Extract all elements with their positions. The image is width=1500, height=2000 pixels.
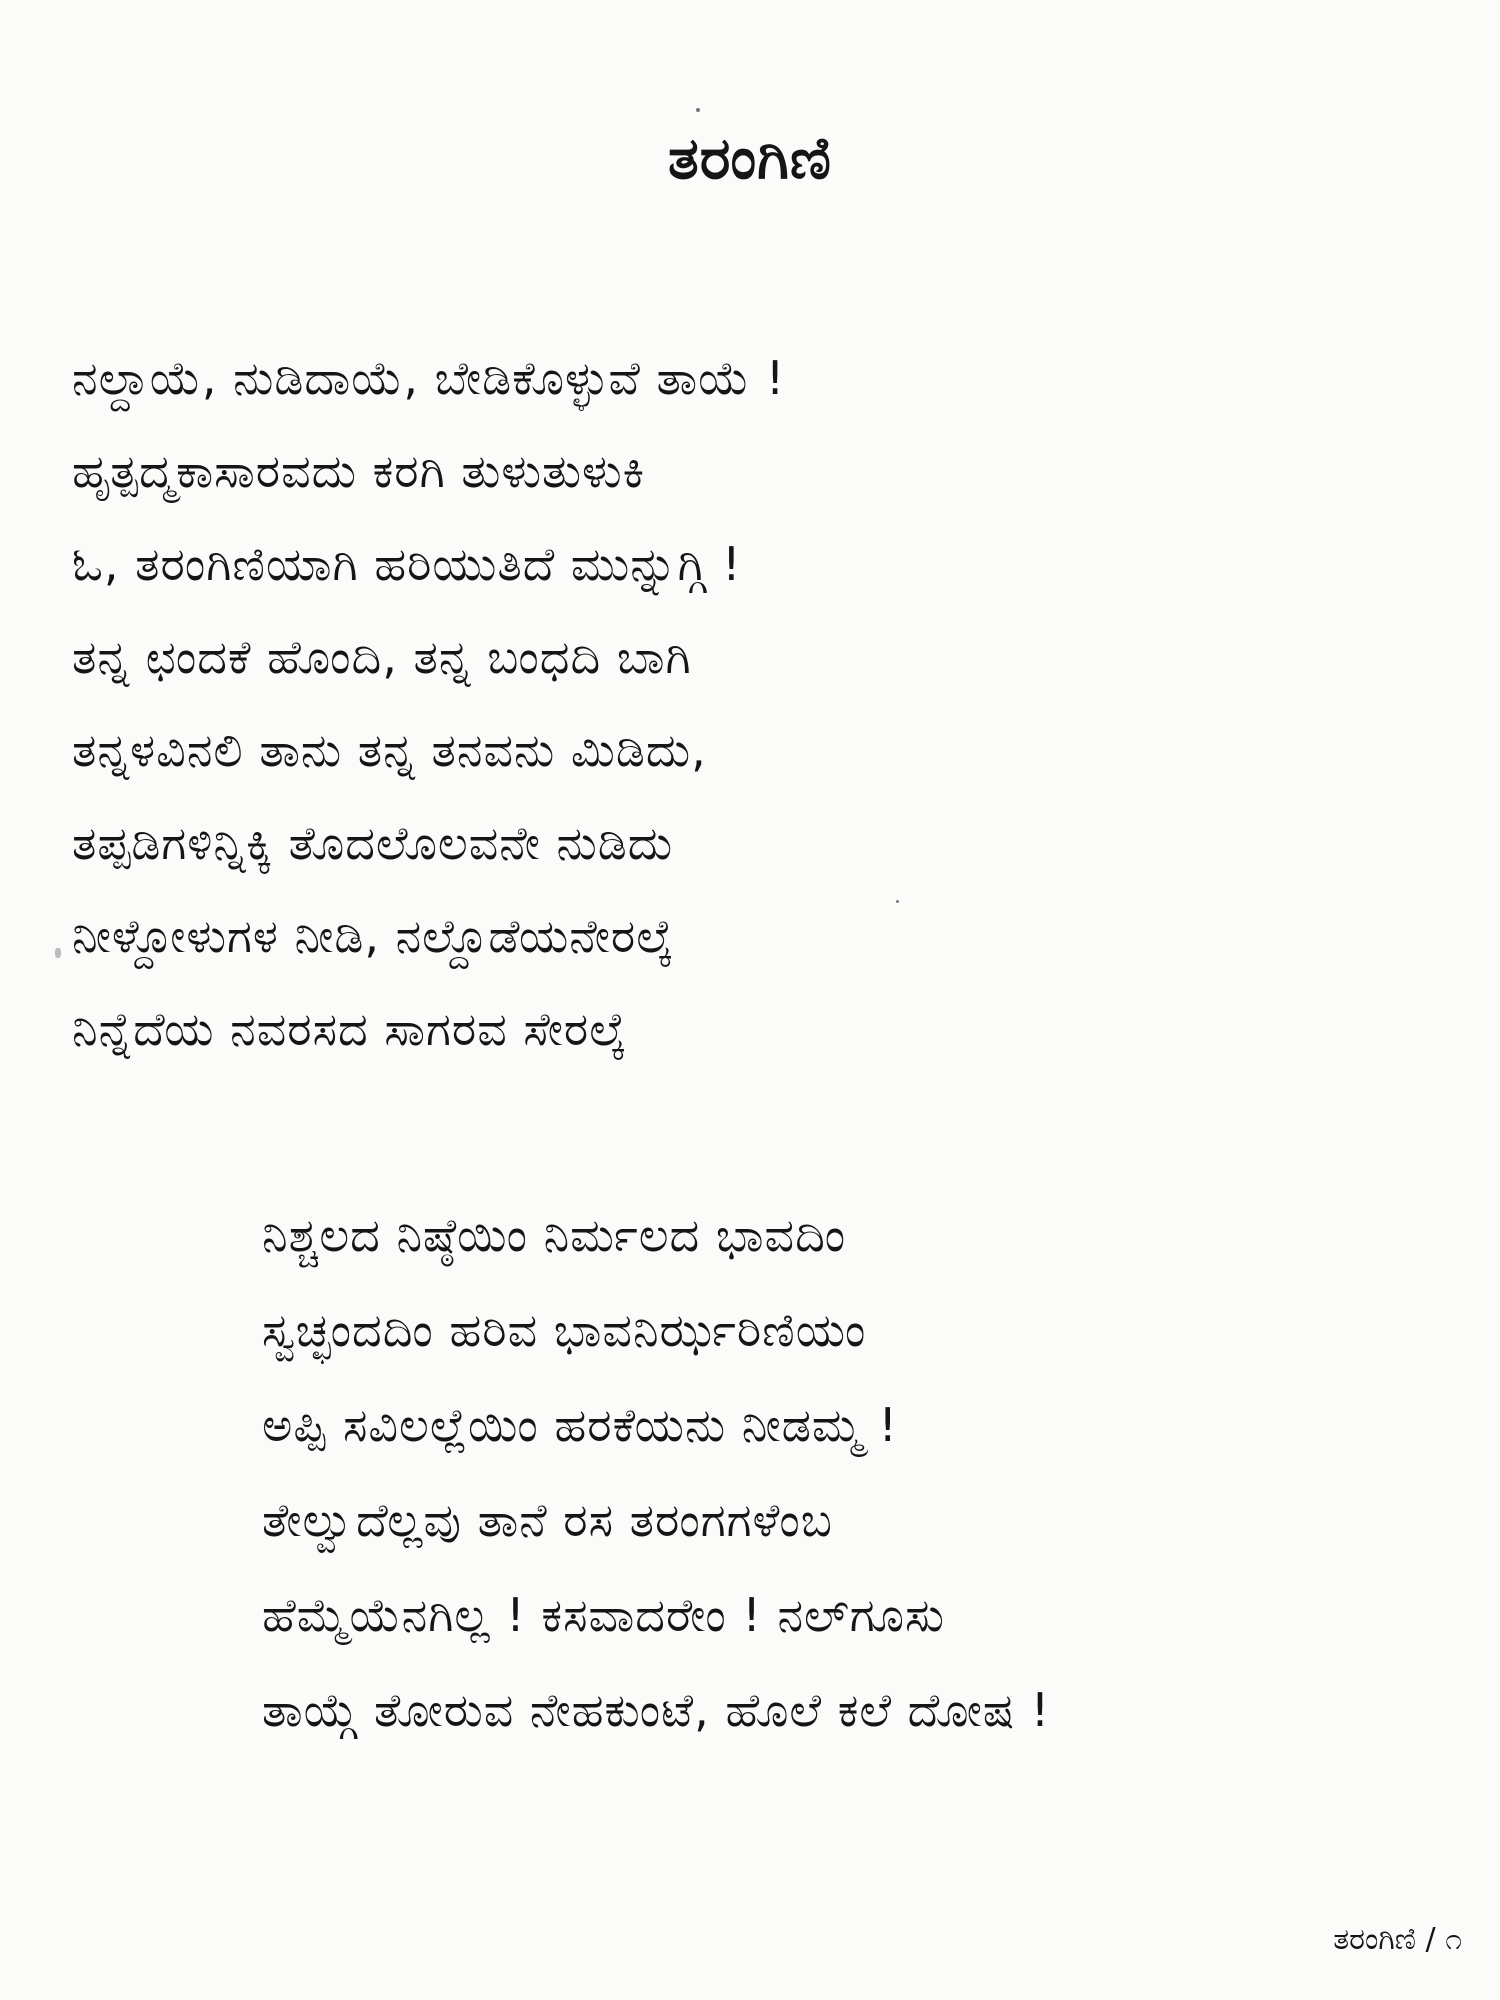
poem-line: ನಿನ್ನೆದೆಯ ನವರಸದ ಸಾಗರವ ಸೇರಲ್ಕೆ	[72, 1002, 627, 1056]
poem-line: ಅಪ್ಪಿ ಸವಿಲಲ್ಲೆಯಿಂ ಹರಕೆಯನು ನೀಡಮ್ಮ !	[262, 1398, 898, 1452]
poem-line: ತನ್ನಳವಿನಲಿ ತಾನು ತನ್ನ ತನವನು ಮಿಡಿದು,	[72, 723, 707, 777]
poem-line: ತಾಯ್ಗೆ ತೋರುವ ನೇಹಕುಂಟೆ, ಹೊಲೆ ಕಲೆ ದೋಷ !	[262, 1683, 1051, 1737]
footer-book-title: ತರಂಗಿಣಿ	[1333, 1922, 1416, 1957]
poem-line: ನೀಳ್ದೋಳುಗಳ ನೀಡಿ, ನಲ್ದೊಡೆಯನೇರಲ್ಕೆ	[72, 909, 674, 963]
poem-line: ಸ್ವಚ್ಛಂದದಿಂ ಹರಿವ ಭಾವನಿರ್ಝರಿಣಿಯಂ	[262, 1303, 867, 1357]
scan-speck	[896, 900, 899, 903]
poem-line: ನಲ್ದಾಯೆ, ನುಡಿದಾಯೆ, ಬೇಡಿಕೊಳ್ಳುವೆ ತಾಯೆ !	[72, 351, 786, 405]
scan-speck	[55, 948, 61, 958]
stanza-1	[72, 332, 785, 1076]
scan-speck	[696, 108, 700, 112]
footer-separator: /	[1425, 1922, 1436, 1957]
page-footer	[1333, 1920, 1462, 1960]
poem-line: ತಪ್ಪಡಿಗಳಿನ್ನಿಕ್ಕಿ ತೊದಲೊಲವನೇ ನುಡಿದು	[72, 816, 674, 870]
page-number: ೧	[1445, 1922, 1462, 1957]
poem-line: ಓ, ತರಂಗಿಣಿಯಾಗಿ ಹರಿಯುತಿದೆ ಮುನ್ನುಗ್ಗಿ !	[72, 537, 742, 591]
poem-line: ಹೃತ್ಪದ್ಮಕಾಸಾರವದು ಕರಗಿ ತುಳುತುಳುಕಿ	[72, 444, 646, 498]
stanza-2	[262, 1188, 1050, 1758]
poem-title: ತರಂಗಿಣಿ	[668, 124, 832, 192]
poem-line: ತೇಲ್ವುದೆಲ್ಲವು ತಾನೆ ರಸ ತರಂಗಗಳೆಂಬ	[262, 1493, 833, 1547]
poem-line: ತನ್ನ ಛಂದಕೆ ಹೊಂದಿ, ತನ್ನ ಬಂಧದಿ ಬಾಗಿ	[72, 630, 692, 684]
poem-line: ಹೆಮ್ಮೆಯೆನಗಿಲ್ಲ ! ಕಸವಾದರೇಂ ! ನಲ್‌ಗೂಸು	[262, 1588, 946, 1642]
poem-line: ನಿಶ್ಚಲದ ನಿಷ್ಠೆಯಿಂ ನಿರ್ಮಲದ ಭಾವದಿಂ	[262, 1208, 847, 1262]
